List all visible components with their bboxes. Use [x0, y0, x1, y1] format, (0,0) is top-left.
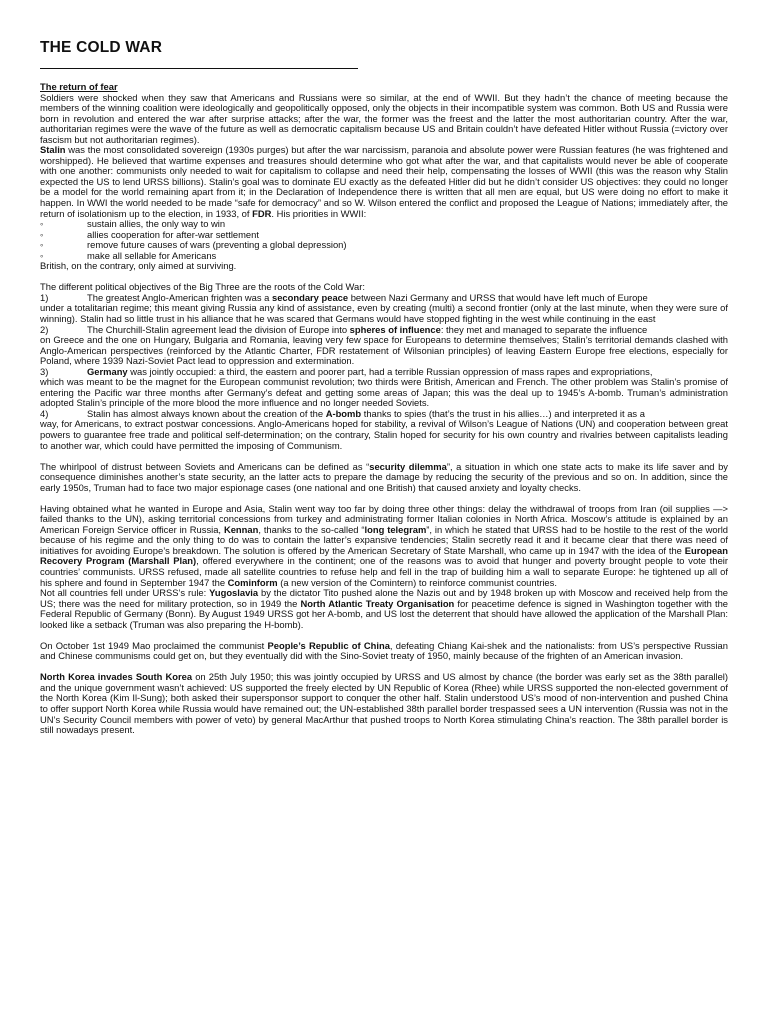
paragraph-4: The different political objectives of the Big Three are the roots of the Cold War:: [40, 281, 365, 293]
bold-term-stalin: Stalin: [40, 144, 66, 156]
paragraph-6: Having obtained what he wanted in Europe and Asia, Stalin went way too far by doing three other things: delay the withdrawal of troops from Iran (oil supplies —> failed thanks to the UN), asking territorial concessions from turkey and administrating former Italian colonies in North Africa. Moscow’s attitude is explained by an American Foreign Service officer in Russia, Kennan, thanks to the so-called “long telegram”, in which he stated that URSS had to be hostile to the rest of the world because of his regime and the only thing to do was to contain the latter’s expansive tendencies; Stalin secretly read it and it became clear that there was need of initiatives for avoiding Europe’s breakdown. The solution is offered by the American Secretary of State Marshall, who came up in 1947 with the idea of the European Recovery Program (Marshall Plan), offered everywhere in the continent; one of the reasons was to avoid that hunger and poverty brought people to vote their countries’ communists. URSS refused, made all satellite countries to refuse help and fell in the trap of building him a wall to separate Europe: he tightened up all of his sphere and found in September 1947 the Cominform (a new version of the Comintern) to reinforce communist countries.: [40, 502, 728, 588]
numbered-item-continuation: way, for Americans, to extract postwar concessions. Anglo-Americans hoped for stability, a revival of Wilson’s League of Nations (UN) and cooperation between great powers to guarantee free trade and political self-determination; on the contrary, Stalin hoped for security for his own country and rivalries between capitalists leading to another war, which could have permitted the imposing of Communism.: [40, 418, 728, 451]
paragraph-8: On October 1st 1949 Mao proclaimed the communist People’s Republic of China, defeating Chiang Kai-shek and the nationalists: from US’s perspective Russian and Chinese communisms could get on, but they eventually did with the Sino-Soviet treaty of 1950, mainly because of the frighten of an American invasion.: [40, 639, 728, 662]
numbered-item: 4) Stalin has almost always known about the creation of the A-bomb thanks to spies (that’s the trust in his allies…) and interpreted it as a: [40, 407, 645, 419]
bullet-mark: ◦: [40, 228, 44, 240]
bullet-item: ◦ sustain allies, the only way to win: [40, 218, 226, 230]
document-title: THE COLD WAR: [40, 39, 163, 56]
document-page: [40, 38, 728, 736]
numbered-item: 3) Germany was jointly occupied: a third, the eastern and poorer part, had a terrible Russian oppression of mass rapes and expropriations,: [40, 365, 653, 377]
title-underline: [40, 68, 358, 69]
paragraph-9: North Korea invades South Korea on 25th July 1950; this was jointly occupied by URSS and US almost by chance (the border was early set as the 38th parallel) and the unique government wasn’t achieved: US supported the freely elected by UN Republic of Korea (Rhee) while URSS supported the non-elected government of the North Korea (Kim Il-Sung); both asked their supersponsor support to conquer the other half. Stalin understood US’s mood of non-intervention and pushed China to offer support North Korea while Russia would have remained out; the UN-established 38th parallel border trespassed sees a UN intervention (Russia was not in the UN’s Security Council members with power of veto) by general MacArthur that pushed troops to North Korea stimulating China’s reaction. The 38th parallel border is still nowadays present.: [40, 671, 729, 736]
paragraph-7: Not all countries fell under URSS’s rule: Yugoslavia by the dictator Tito pushed alone the Nazis out and by 1948 broken up with Moscow and received help from the US; there was the need for military protection, so in 1949 the North Atlantic Treaty Organisation for peacetime defence is signed in Washington together with the Federal Republic of Germany (Bonn). By August 1949 URSS got her A-bomb, and US lost the deterrent that should have allowed the application of the Marshall Plan: looked like a setback (Truman was also preparing the H-bomb).: [40, 587, 728, 630]
numbered-item-continuation: which was meant to be the magnet for the European communist revolution; two thirds were British, American and French. The other problem was Stalin’s promise of entering the Pacific war three months after Germany’s defeat and getting some areas of Japan; this was the deal up to 1945’s A-bomb. Truman’s administration adopted Stalin’s principle of the more blood the more influence and no longer needed Soviets.: [40, 376, 728, 409]
numbered-item: 1) The greatest Anglo-American frighten was a secondary peace between Nazi Germany and URSS that would have left much of Europe: [40, 291, 648, 303]
numbered-item-continuation: under a totalitarian regime; this meant giving Russia any kind of assistance, even by creating (multi) a second frontier (only at the last minute, when they were sure of winning). Stalin had so little trust in his alliance that he was scared that Germans would have stopped fighting in the west while continuing in the east: [40, 302, 728, 324]
numbered-item-continuation: on Greece and the one on Hungary, Bulgaria and Romania, leaving very few space for Europeans to determine themselves; Stalin’s territorial demands clashed with Anglo-American perspectives (reinforced by the Atlantic Charter, FDR restatement of Wilsonian principles) of leaving Eastern Europe free elections, especially for Poland, where 1939 Nazi-Soviet Pact lead to oppression and extermination.: [40, 334, 728, 367]
bullet-item: ◦ remove future causes of wars (preventing a global depression): [40, 239, 347, 251]
section-heading: The return of fear: [40, 81, 118, 92]
paragraph-1: Soldiers were shocked when they saw that Americans and Russians were so similar, at the end of WWII. But they hadn’t the chance of meeting because the members of the winning coalition were ideologically and geopolitically opposed, only the objects in their incompatible system was common. Both US and Russia were born in revolution and entered the war after surprise attacks; after the war, the former was the freest and the latter the most authoritarian country. After the war, authoritarian regimes were the wave of the future as well as democratic capitalism because US and Britain couldn’t have defeated Hitler without Russia (=victory over fascism but not authoritarian regimes).: [40, 91, 728, 145]
bold-term-fdr: FDR: [252, 207, 272, 219]
bullet-mark: ◦: [40, 249, 44, 261]
bullet-mark: ◦: [40, 218, 44, 230]
paragraph-2: Stalin was the most consolidated sovereign (1930s purges) but after the war narcissism, paranoia and absolute power were Russian features (he was frightened and worshipped). He believed that wartime expenses and treasures should determine who got what after the war, and that capitalists would never be able of cooperate with one another: communists only needed to wait for capitalism to collapse and need their help, compensating the losses of WWII (this was the reason why Stalin expected the US to lend URSS billions). Stalin’s goal was to dominate EU exactly as the defeated Hitler did but he didn’t consider US objectives: they could no longer be a model for the world remaining apart from it; in the Declaration of Independence there is written that all men are equal, but US were doing no effort to make it happen. In WWI the world needed to be made “safe for democracy” and so W. Wilson entered the conflict and proposed the League of Nations; immediately after, the return of isolationism up to the election, in 1933, of FDR. His priorities in WWII:: [40, 144, 728, 219]
paragraph-5: The whirlpool of distrust between Soviets and Americans can be defined as “security dilemma”, a situation in which one state acts to make its life saver and by consequence diminishes another’s state security, an the latter acts to prepare the damage by reducing the security of the previous and so on. In addition, since the early 1950s, Truman had to face two major espionage cases (one national and one British) that caused anxiety and loyalty checks.: [40, 460, 728, 493]
bullet-item: ◦ allies cooperation for after-war settlement: [40, 228, 259, 240]
bullet-mark: ◦: [40, 239, 44, 251]
numbered-item: 2) The Churchill-Stalin agreement lead the division of Europe into spheres of influence: they met and managed to separate the influence: [40, 323, 648, 335]
paragraph-3: British, on the contrary, only aimed at surviving.: [40, 260, 237, 272]
bullet-item: ◦ make all sellable for Americans: [40, 249, 217, 261]
